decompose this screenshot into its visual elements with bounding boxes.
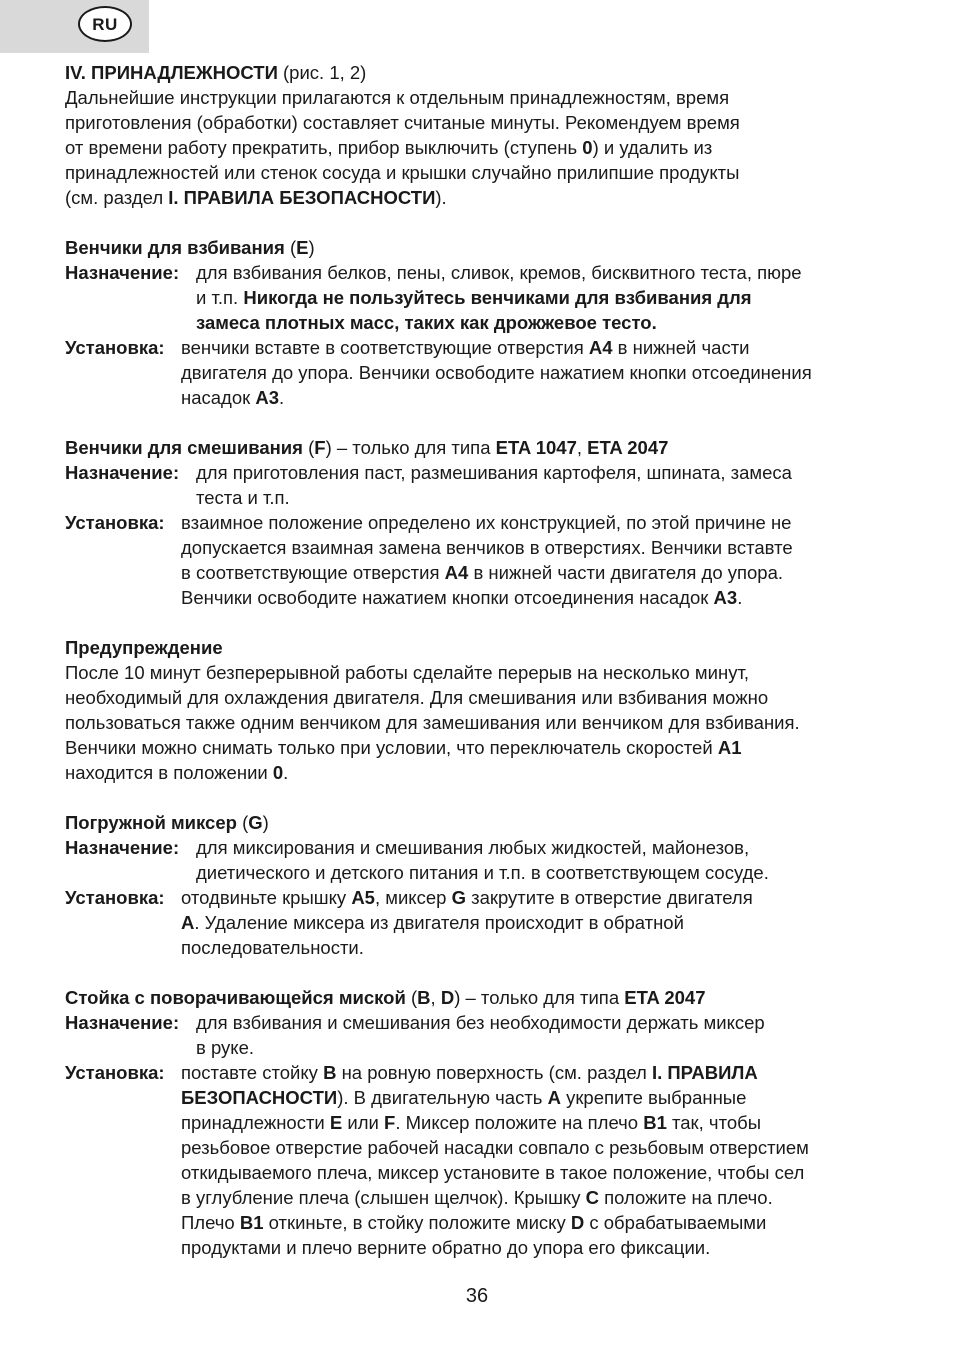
intro-line: принадлежностей или стенок сосуда и крышки случайно прилипшие продукты xyxy=(65,162,740,183)
install-label: Установка: xyxy=(65,337,165,358)
stand-heading: Стойка с поворачивающейся миской (B, D) – только для типа ETA 2047 xyxy=(65,987,706,1008)
mixing-beater-heading: Венчики для смешивания (F) – только для типа ETA 1047, ETA 2047 xyxy=(65,437,669,458)
warning-line: пользоваться также одним венчиком для замешивания или венчиком для взбивания. xyxy=(65,712,800,733)
warning-line: Венчики можно снимать только при условии, что переключатель скоростей A1 xyxy=(65,737,742,758)
install-label: Установка: xyxy=(65,512,165,533)
intro-line: приготовления (обработки) составляет считаные минуты. Рекомендуем время xyxy=(65,112,740,133)
purpose-label: Назначение: xyxy=(65,462,180,483)
language-tab xyxy=(0,0,149,53)
purpose-row: Назначение: для миксирования и смешивания любых жидкостей, майонезов, диетического и детского питания и т.п. в соответствующем сосуде. xyxy=(65,837,769,883)
section-title: IV. ПРИНАДЛЕЖНОСТИ (рис. 1, 2) xyxy=(65,62,367,83)
hand-blender-heading: Погружной миксер (G) xyxy=(65,812,269,833)
warning-line: необходимый для охлаждения двигателя. Для смешивания или взбивания можно xyxy=(65,687,769,708)
language-badge: RU xyxy=(78,6,132,42)
install-row: Установка: поставте стойку B на ровную поверхность (см. раздел I. ПРАВИЛА БЕЗОПАСНОСТИ). В двигательную часть A укрепите выбранные принадлежности E или F. Миксер положите на плечо B1 так, чтобы резьбовое отверстие рабочей насадки совпало с резьбовым отверстием откидываемого плеча, миксер установите в такое положение, чтобы сел в углубление плеча (слышен щелчок). Крышку C положите на плечо. Плечо B1 откиньте, в стойку положите миску D с обрабатываемыми продуктами и плечо верните обратно до упора его фиксации. xyxy=(65,1062,809,1258)
install-label: Установка: xyxy=(65,1062,165,1083)
purpose-row: Назначение: для приготовления паст, размешивания картофеля, шпината, замеса теста и т.п. xyxy=(65,462,792,508)
warning-line: находится в положении 0. xyxy=(65,762,289,783)
purpose-label: Назначение: xyxy=(65,837,180,858)
intro-line: от времени работу прекратить, прибор выключить (ступень 0) и удалить из xyxy=(65,137,713,158)
warning-line: После 10 минут безперерывной работы сделайте перерыв на несколько минут, xyxy=(65,662,750,683)
page-number: 36 xyxy=(465,1285,489,1307)
install-row: Установка: взаимное положение определено их конструкцией, по этой причине не допускается взаимная замена венчиков в отверстиях. Венчики вставте в соответствующие отверстия A4 в нижней части двигателя до упора. Венчики освободите нажатием кнопки отсоединения насадок A3. xyxy=(65,512,793,608)
purpose-label: Назначение: xyxy=(65,1012,180,1033)
install-row: Установка: венчики вставте в соответствующие отверстия A4 в нижней части двигателя до упора. Венчики освободите нажатием кнопки отсоединения насадок A3. xyxy=(65,337,812,408)
purpose-label: Назначение: xyxy=(65,262,180,283)
intro-line: Дальнейшие инструкции прилагаются к отдельным принадлежностям, время xyxy=(65,87,730,108)
page-content xyxy=(65,60,895,1260)
intro-line: (см. раздел I. ПРАВИЛА БЕЗОПАСНОСТИ). xyxy=(65,187,447,208)
whisk-heading: Венчики для взбивания (E) xyxy=(65,237,315,258)
install-label: Установка: xyxy=(65,887,165,908)
install-row: Установка: отодвиньте крышку A5, миксер G закрутите в отверстие двигателя A. Удаление миксера из двигателя происходит в обратной последовательности. xyxy=(65,887,753,958)
warning-heading: Предупреждение xyxy=(65,637,223,658)
purpose-row: Назначение: для взбивания и смешивания без необходимости держать миксер в руке. xyxy=(65,1012,765,1058)
purpose-row: Назначение: для взбивания белков, пены, сливок, кремов, бисквитного теста, пюре и т.п. Никогда не пользуйтесь венчиками для взбивания для замеса плотных масс, таких как дрожжевое тесто. xyxy=(65,262,802,333)
